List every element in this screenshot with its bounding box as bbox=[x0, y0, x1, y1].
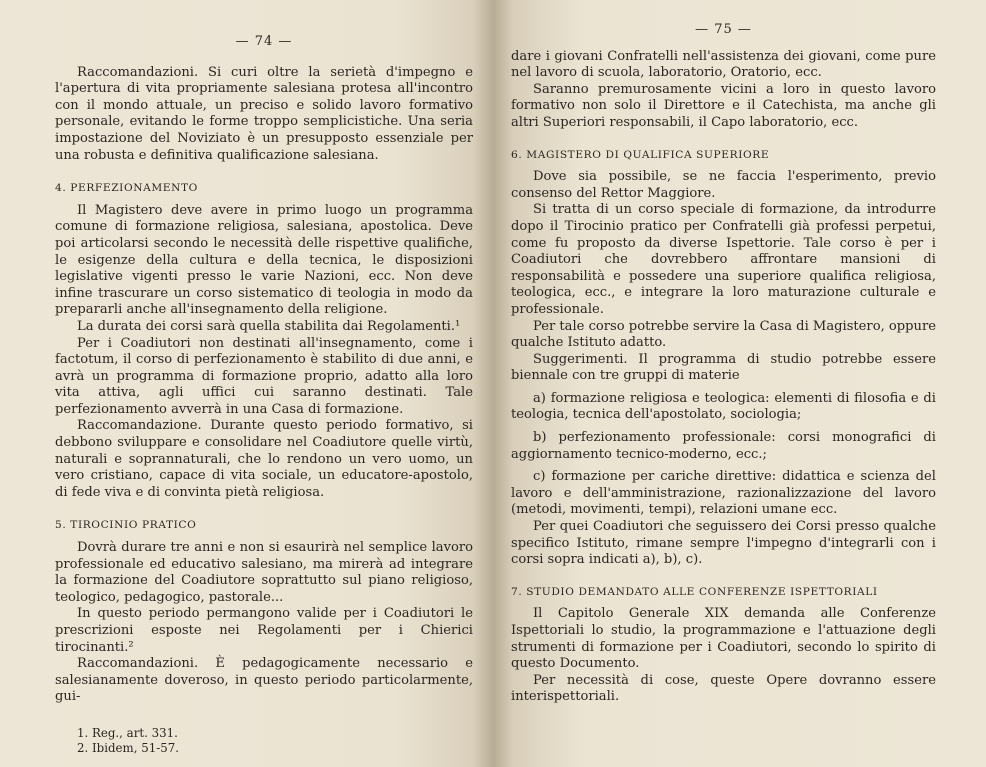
section-heading: 7. STUDIO DEMANDATO ALLE CONFERENZE ISPETTORIALI bbox=[511, 585, 878, 598]
paragraph: Per tale corso potrebbe servire la Casa di Magistero, oppure qualche Istituto adatto. bbox=[511, 318, 936, 351]
page-number: — 75 — bbox=[695, 22, 752, 37]
paragraph: Il Capitolo Generale XIX demanda alle Conferenze Ispettoriali lo studio, la programmazione e l'attuazione degli strumenti di formazione per i Coadiutori, secondo lo spirito di questo Documento. bbox=[511, 606, 936, 672]
right-page bbox=[493, 0, 986, 767]
paragraph: In questo periodo permangono valide per i Coadiutori le prescrizioni esposte nei Regolamenti per i Chierici tirocinanti.² bbox=[55, 606, 473, 655]
paragraph: Per i Coadiutori non destinati all'insegnamento, come i factotum, il corso di perfezionamento è stabilito di due anni, e avrà un programma di formazione proprio, adatto alla loro vita attiva, agli uffici cui saranno destinati. Tale perfezionamento avverrà in una Casa di formazione. bbox=[55, 335, 473, 417]
paragraph: Per necessità di cose, queste Opere dovranno essere interispettoriali. bbox=[511, 672, 936, 705]
paragraph: Per quei Coadiutori che seguissero dei Corsi presso qualche specifico Istituto, rimane sempre l'impegno d'integrarli con i corsi sopra indicati a), b), c). bbox=[511, 519, 936, 568]
paragraph: Il Magistero deve avere in primo luogo un programma comune di formazione religiosa, salesiana, apostolica. Deve poi articolarsi secondo le necessità delle rispettive qualifiche, le esigenze della cultura e della tecnica, le disposizioni legislative vigenti presso le varie Nazioni, ecc. Non deve infine trascurare un corso sistematico di teologia in modo da prepararli anche all'insegnamento della religione. bbox=[55, 202, 473, 318]
list-item: a) formazione religiosa e teologica: elementi di filosofia e di teologia, tecnica dell'apostolato, sociologia; bbox=[511, 390, 936, 423]
paragraph: Saranno premurosamente vicini a loro in questo lavoro formativo non solo il Direttore e il Catechista, ma anche gli altri Superiori responsabili, il Capo laboratorio, ecc. bbox=[511, 81, 936, 130]
paragraph: Raccomandazioni. È pedagogicamente necessario e salesianamente doveroso, in questo periodo particolarmente, gui- bbox=[55, 656, 473, 705]
section-heading: 5. TIROCINIO PRATICO bbox=[55, 519, 197, 532]
paragraph: Suggerimenti. Il programma di studio potrebbe essere biennale con tre gruppi di materie bbox=[511, 351, 936, 384]
paragraph: Raccomandazione. Durante questo periodo formativo, si debbono sviluppare e consolidare nel Coadiutore quelle virtù, naturali e soprannaturali, che lo rendono un vero uomo, un vero cristiano, capace di vita sociale, un educatore-apostolo, di fede viva e di convinta pietà religiosa. bbox=[55, 418, 473, 500]
paragraph: Si tratta di un corso speciale di formazione, da introdurre dopo il Tirocinio pratico per Confratelli già professi perpetui, come fu proposto da diverse Ispettorie. Tale corso è per i Coadiutori che dovrebbero affrontare mansioni di responsabilità e possedere una superiore qualifica religiosa, teologica, ecc., e integrare la loro maturazione culturale e professionale. bbox=[511, 202, 936, 317]
paragraph: Dove sia possibile, se ne faccia l'esperimento, previo consenso del Rettor Maggiore. bbox=[511, 169, 936, 201]
section-heading: 4. PERFEZIONAMENTO bbox=[55, 182, 198, 195]
section-heading: 6. MAGISTERO DI QUALIFICA SUPERIORE bbox=[511, 148, 770, 161]
page-number: — 74 — bbox=[235, 34, 293, 49]
footnotes bbox=[55, 726, 473, 756]
paragraph: Dovrà durare tre anni e non si esaurirà nel semplice lavoro professionale ed educativo salesiano, ma mirerà ad integrare la formazione del Coadiutore soprattutto sul piano religioso, teologico, pedagogico, pastorale... bbox=[55, 540, 473, 605]
list-item: b) perfezionamento professionale: corsi monografici di aggiornamento tecnico-moderno, ecc.; bbox=[511, 430, 936, 462]
paragraph: dare i giovani Confratelli nell'assistenza dei giovani, come pure nel lavoro di scuola, laboratorio, Oratorio, ecc. bbox=[511, 48, 936, 81]
footnote: 2. Ibidem, 51-57. bbox=[77, 740, 179, 755]
footnote: 1. Reg., art. 331. bbox=[77, 725, 178, 740]
paragraph: La durata dei corsi sarà quella stabilita dai Regolamenti.¹ bbox=[77, 318, 461, 334]
paragraph: Raccomandazioni. Si curi oltre la serietà d'impegno e l'apertura di vita propriamente salesiana protesa all'incontro con il mondo attuale, un preciso e solido lavoro formativo personale, evitando le forme troppo semplicistiche. Una seria impostazione del Noviziato è un presupposto essenziale per una robusta e definitiva qualificazione salesiana. bbox=[55, 64, 473, 163]
list-item: c) formazione per cariche direttive: didattica e scienza del lavoro e dell'amministrazione, razionalizzazione del lavoro (metodi, movimenti, tempi), relazioni umane ecc. bbox=[511, 469, 936, 518]
